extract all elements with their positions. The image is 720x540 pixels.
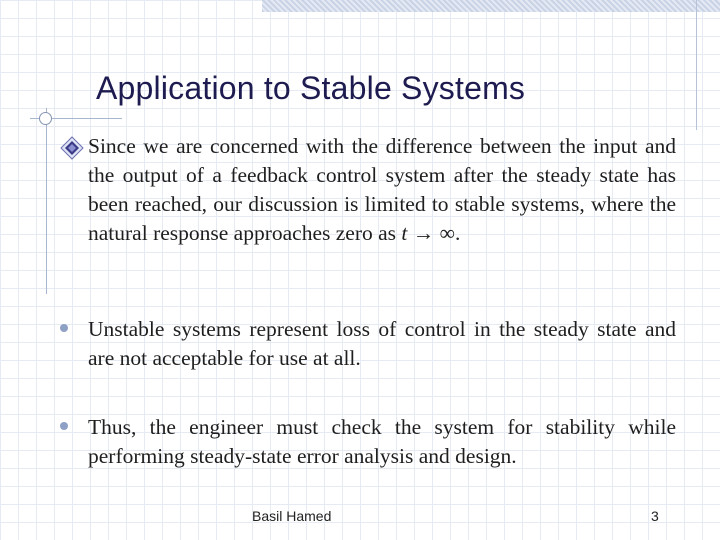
decorative-top-band — [262, 0, 720, 12]
footer-author: Basil Hamed — [252, 508, 332, 524]
bullet-text-1-math: t — [401, 221, 408, 245]
bullet-text-1-body: Since we are concerned with the difference between the input and the output of a feedback control system after the steady state has been reached, our discussion is limited to stable systems, where the natural response approaches zero as — [88, 134, 676, 245]
diamond-bullet-icon — [60, 136, 84, 160]
footer-page-number: 3 — [651, 508, 659, 524]
dot-bullet-icon — [60, 422, 68, 430]
slide-title: Application to Stable Systems — [96, 70, 526, 106]
bullet-text-1-tail: → ∞. — [407, 221, 461, 245]
decorative-circle-icon — [39, 112, 52, 125]
decorative-left-rule — [46, 108, 47, 294]
decorative-right-rule — [696, 0, 697, 130]
bullet-text-3: Thus, the engineer must check the system for stability while performing steady-state error analysis and design. — [88, 415, 676, 468]
bullet-text-1 — [88, 132, 676, 248]
bullet-text-2: Unstable systems represent loss of control in the steady state and are not acceptable for use at all. — [88, 317, 676, 370]
dot-bullet-icon — [60, 324, 68, 332]
